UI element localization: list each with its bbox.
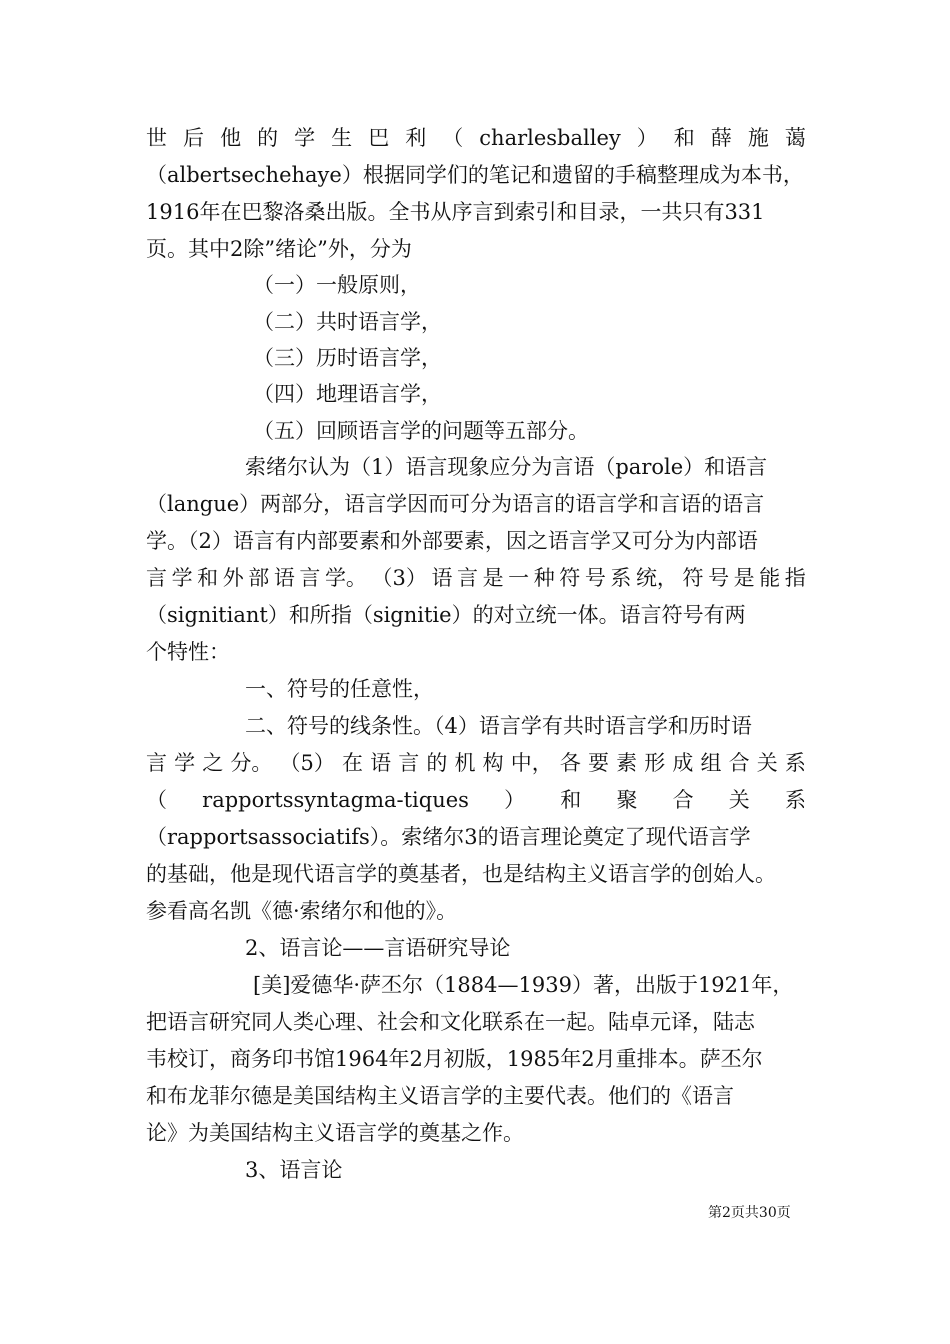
list-item: （四）地理语言学， xyxy=(253,382,442,406)
page-number: 第2页共30页 xyxy=(708,1205,791,1221)
text-token: 言 xyxy=(457,566,478,590)
text-token: 一 xyxy=(508,566,530,590)
text-token: 种 xyxy=(533,566,555,590)
text-token: 的 xyxy=(426,751,448,775)
list-item: （二）共时语言学， xyxy=(253,310,442,334)
section-heading: 2、语言论——言语研究导论 xyxy=(245,936,511,960)
text-line: 参看高名凯《德·索绪尔和他的》。 xyxy=(146,899,458,923)
text-token: 系 xyxy=(784,788,806,812)
text-token: 外 xyxy=(222,566,244,590)
text-token: 语 xyxy=(370,751,392,775)
text-line: 的基础，他是现代语言学的奠基者，也是结构主义语言学的创始人。 xyxy=(146,862,776,886)
text-token: 各 xyxy=(559,751,581,775)
text-line-justified xyxy=(146,751,806,775)
text-token: 系 xyxy=(784,751,806,775)
text-token: 言 xyxy=(299,566,321,590)
text-token: 成 xyxy=(672,751,694,775)
text-line-justified xyxy=(146,126,806,150)
text-line: 个特性： xyxy=(146,640,230,664)
text-token: 和 xyxy=(673,126,695,150)
text-token: 语 xyxy=(431,566,453,590)
text-token: 言 xyxy=(146,751,167,775)
text-token: ） xyxy=(636,126,658,150)
text-token: （5） xyxy=(279,751,335,775)
text-token: 聚 xyxy=(616,788,638,812)
text-token: 机 xyxy=(454,751,476,775)
text-token: 施 xyxy=(747,126,769,150)
text-token: 是 xyxy=(482,566,504,590)
text-line: 1916年在巴黎洛桑出版。全书从序言到索引和目录，一共只有331 xyxy=(146,200,765,224)
text-token: 素 xyxy=(616,751,638,775)
text-line: 页。其中2除”绪论”外，分为 xyxy=(146,237,412,261)
text-line: 学。（2）语言有内部要素和外部要素，因之语言学又可分为内部语 xyxy=(146,529,758,553)
text-token: 指 xyxy=(784,566,806,590)
text-token: 组 xyxy=(700,751,722,775)
text-line: 把语言研究同人类心理、社会和文化联系在一起。陆卓元译，陆志 xyxy=(146,1010,755,1034)
text-line: 和布龙菲尔德是美国结构主义语言学的主要代表。他们的《语言 xyxy=(146,1084,734,1108)
text-token: 学 xyxy=(294,126,316,150)
text-token: （ xyxy=(146,788,167,812)
text-line: （rapportsassociatifs）。索绪尔3的语言理论奠定了现代语言学 xyxy=(146,825,751,849)
text-token: 是 xyxy=(733,566,755,590)
text-token: 的 xyxy=(257,126,279,150)
text-token: 生 xyxy=(331,126,353,150)
text-token: 部 xyxy=(248,566,270,590)
text-line: 论》为美国结构主义语言学的奠基之作。 xyxy=(146,1121,524,1145)
text-token: 符 xyxy=(559,566,581,590)
text-token: （3） xyxy=(371,566,427,590)
text-token: 合 xyxy=(728,751,750,775)
text-token: 蔼 xyxy=(784,126,806,150)
text-line: （albertsechehaye）根据同学们的笔记和遗留的手稿整理成为本书， xyxy=(146,163,804,187)
text-token: 学 xyxy=(174,751,196,775)
text-token: 系 xyxy=(610,566,632,590)
text-token: 符 xyxy=(682,566,704,590)
text-token: rapportssyntagma-tiques xyxy=(202,788,469,812)
text-token: 合 xyxy=(672,788,694,812)
text-token: 中， xyxy=(510,751,553,775)
text-token: 形 xyxy=(644,751,666,775)
text-token: 他 xyxy=(220,126,242,150)
text-token: 关 xyxy=(756,751,778,775)
text-line-justified xyxy=(146,788,806,812)
text-line: 韦校订，商务印书馆1964年2月初版，1985年2月重排本。萨丕尔 xyxy=(146,1047,763,1071)
text-token: charlesballey xyxy=(479,126,621,150)
paragraph-start: [美]爱德华·萨丕尔（1884—1939）著，出版于1921年， xyxy=(253,973,794,997)
text-token: 言 xyxy=(146,566,167,590)
text-token: 利 xyxy=(405,126,427,150)
text-line: （langue）两部分，语言学因而可分为语言的语言学和言语的语言 xyxy=(146,492,765,516)
text-token: 要 xyxy=(588,751,609,775)
text-token: 薛 xyxy=(710,126,732,150)
paragraph-start: 索绪尔认为（1）语言现象应分为言语（parole）和语言 xyxy=(245,455,768,479)
text-token: 世 xyxy=(146,126,167,150)
text-token: 巴 xyxy=(368,126,390,150)
list-item: （五）回顾语言学的问题等五部分。 xyxy=(253,419,589,443)
text-token: 和 xyxy=(560,788,582,812)
text-token: 语 xyxy=(273,566,295,590)
text-token: 言 xyxy=(398,751,420,775)
list-item: 二、符号的线条性。（4）语言学有共时语言学和历时语 xyxy=(245,714,752,738)
text-token: 构 xyxy=(482,751,504,775)
text-token: 号 xyxy=(584,566,606,590)
list-item: 一、符号的任意性， xyxy=(245,677,434,701)
list-item: （三）历时语言学， xyxy=(253,346,442,370)
list-item: （一）一般原则， xyxy=(253,273,421,297)
text-token: （ xyxy=(442,126,464,150)
text-line-justified xyxy=(146,566,806,590)
text-token: 之 xyxy=(202,751,224,775)
text-token: 在 xyxy=(342,751,363,775)
text-token: 能 xyxy=(759,566,781,590)
text-token: 学 xyxy=(171,566,193,590)
text-token: 关 xyxy=(728,788,750,812)
text-token: 学。 xyxy=(324,566,367,590)
text-line: （signitiant）和所指（signitie）的对立统一体。语言符号有两 xyxy=(146,603,746,627)
text-token: 统， xyxy=(635,566,678,590)
text-token: 号 xyxy=(708,566,730,590)
section-heading: 3、语言论 xyxy=(245,1158,343,1182)
text-token: 分。 xyxy=(230,751,273,775)
text-token: 和 xyxy=(197,566,219,590)
text-token: 后 xyxy=(183,126,205,150)
text-token: ） xyxy=(504,788,526,812)
